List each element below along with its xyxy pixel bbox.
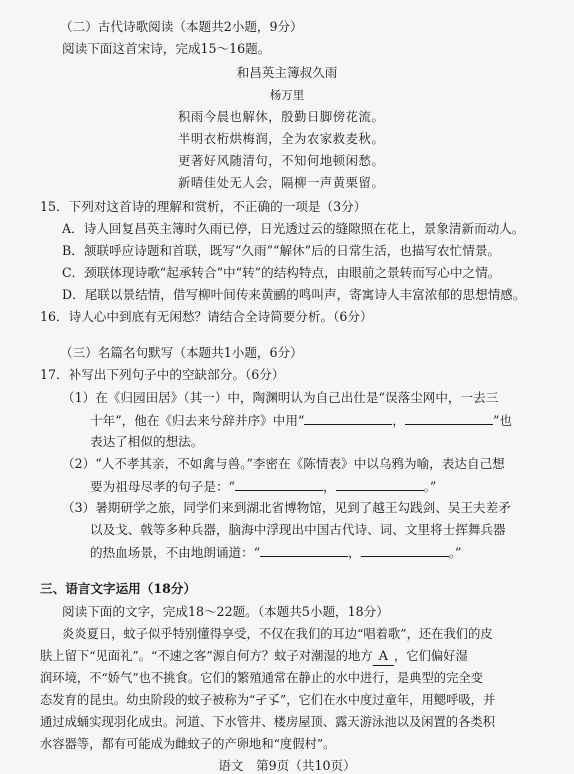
- question-15-option-a: A．诗人回复昌英主簿时久雨已停，日光透过云的缝隙照在花上，景象清新而动人。: [62, 221, 525, 236]
- passage-line: 水容器等，都有可能成为雌蚊子的产卵地和“度假村”。: [40, 737, 336, 751]
- question-17-part1-line: [90, 412, 512, 429]
- question-15-option-c: C．颈联体现诗歌“起承转合”中“转”的结构特点，由眼前之景转而写心中之情。: [62, 265, 501, 280]
- question-17-part1-line: （1）在《归园田居》（其一）中，陶渊明认为自己出仕是“误落尘网中，一去三: [62, 390, 499, 405]
- section-header-poetry: （二）古代诗歌阅读（本题共2小题，9分）: [60, 19, 303, 34]
- section-intro: 阅读下面这首宋诗，完成15～16题。: [62, 41, 271, 56]
- text-segment: 。”: [423, 479, 437, 494]
- question-15-stem: 15．下列对这首诗的理解和赏析，不正确的一项是（3分）: [40, 199, 367, 214]
- answer-blank[interactable]: [336, 478, 424, 491]
- poem-line: 更著好风随清句，不知何地顿闲愁。: [178, 154, 385, 168]
- passage-line: 态发育的昆虫。幼虫阶段的蚊子被称为“孑孓”，它们在水中度过童年，用鳃呼吸，并: [40, 693, 496, 707]
- part-header-language: 三、语言文字运用（18分）: [40, 581, 197, 596]
- question-17-part3-line: （3）暑期研学之旅，同学们来到湖北省博物馆，见到了越王勾践剑、吴王夫差矛: [62, 500, 511, 515]
- question-17-part3-line: 以及戈、戟等多种兵器，脑海中浮现出中国古代诗、词、文里将士挥舞兵器: [90, 522, 506, 537]
- question-17-part2-line: （2）“人不孝其亲，不如禽与兽。”李密在《陈情表》中以乌鸦为喻，表达自己想: [62, 456, 505, 471]
- question-17-part2-line: [90, 478, 436, 495]
- text-segment: 肤上留下“见面礼”。“不速之客”源自何方？蚊子对潮湿的地方: [40, 649, 373, 663]
- passage-line: [40, 648, 468, 666]
- passage-line: 炎炎夏日，蚊子似乎特别懂得享受，不仅在我们的耳边“唱着歌”，还在我们的皮: [62, 627, 493, 641]
- poem-line: 新晴佳处无人会，隔柳一声黄栗留。: [178, 176, 385, 190]
- passage-line: 润环境，不“娇气”也不挑食。它们的繁殖通常在静止的水中进行，是典型的完全变: [40, 671, 483, 685]
- poem-line: 积雨今晨也解休，殷勤日脚傍花流。: [178, 110, 385, 124]
- question-15-option-d: D．尾联以景结情，借写柳叶间传来黄鹂的鸣叫声，寄寓诗人丰富浓郁的思想情感。: [62, 287, 526, 302]
- text-segment: ，: [392, 413, 405, 428]
- answer-blank[interactable]: [405, 412, 493, 425]
- page-footer: 语文 第9页（共10页）: [218, 758, 356, 773]
- poem-title: 和昌英主簿叔久雨: [236, 65, 338, 80]
- answer-blank-a[interactable]: A: [373, 649, 394, 666]
- answer-blank[interactable]: [361, 544, 449, 557]
- section-header-dictation: （三）名篇名句默写（本题共1小题，6分）: [60, 345, 303, 360]
- poem-line: 半明衣桁烘梅润，全为农家救麦秋。: [178, 132, 385, 146]
- text-segment: ，它们偏好湿: [393, 649, 468, 663]
- answer-blank[interactable]: [304, 412, 392, 425]
- text-segment: 十年”，他在《归去来兮辞并序》中用“: [90, 413, 305, 428]
- passage-line: 通过成蛹实现羽化成虫。河道、下水管井、楼房屋顶、露天游泳池以及闲置的各类积: [40, 715, 495, 729]
- poem-author: 杨万里: [269, 88, 305, 102]
- question-17-stem: 17．补写出下列句子中的空缺部分。（6分）: [40, 367, 285, 382]
- answer-blank[interactable]: [260, 544, 348, 557]
- question-17-part3-line: [90, 544, 462, 561]
- question-15-option-b: B．颔联呼应诗题和首联，既写“久雨”“解休”后的日常生活，也描写农忙情景。: [62, 243, 501, 258]
- text-segment: ”也: [492, 413, 513, 428]
- text-segment: ，: [348, 545, 361, 560]
- text-segment: 要为祖母尽孝的句子是：“: [90, 479, 235, 494]
- part-intro: 阅读下面的文字，完成18～22题。（本题共5小题，18分）: [62, 604, 389, 619]
- text-segment: ，: [322, 479, 336, 494]
- text-segment: 的热血场景，不由地朗诵道：“: [90, 545, 261, 560]
- text-segment: 。”: [448, 545, 462, 560]
- answer-blank[interactable]: [235, 478, 323, 491]
- question-16-stem: 16．诗人心中到底有无闲愁？请结合全诗简要分析。（6分）: [40, 309, 373, 324]
- question-17-part1-line: 表达了相似的想法。: [90, 434, 204, 449]
